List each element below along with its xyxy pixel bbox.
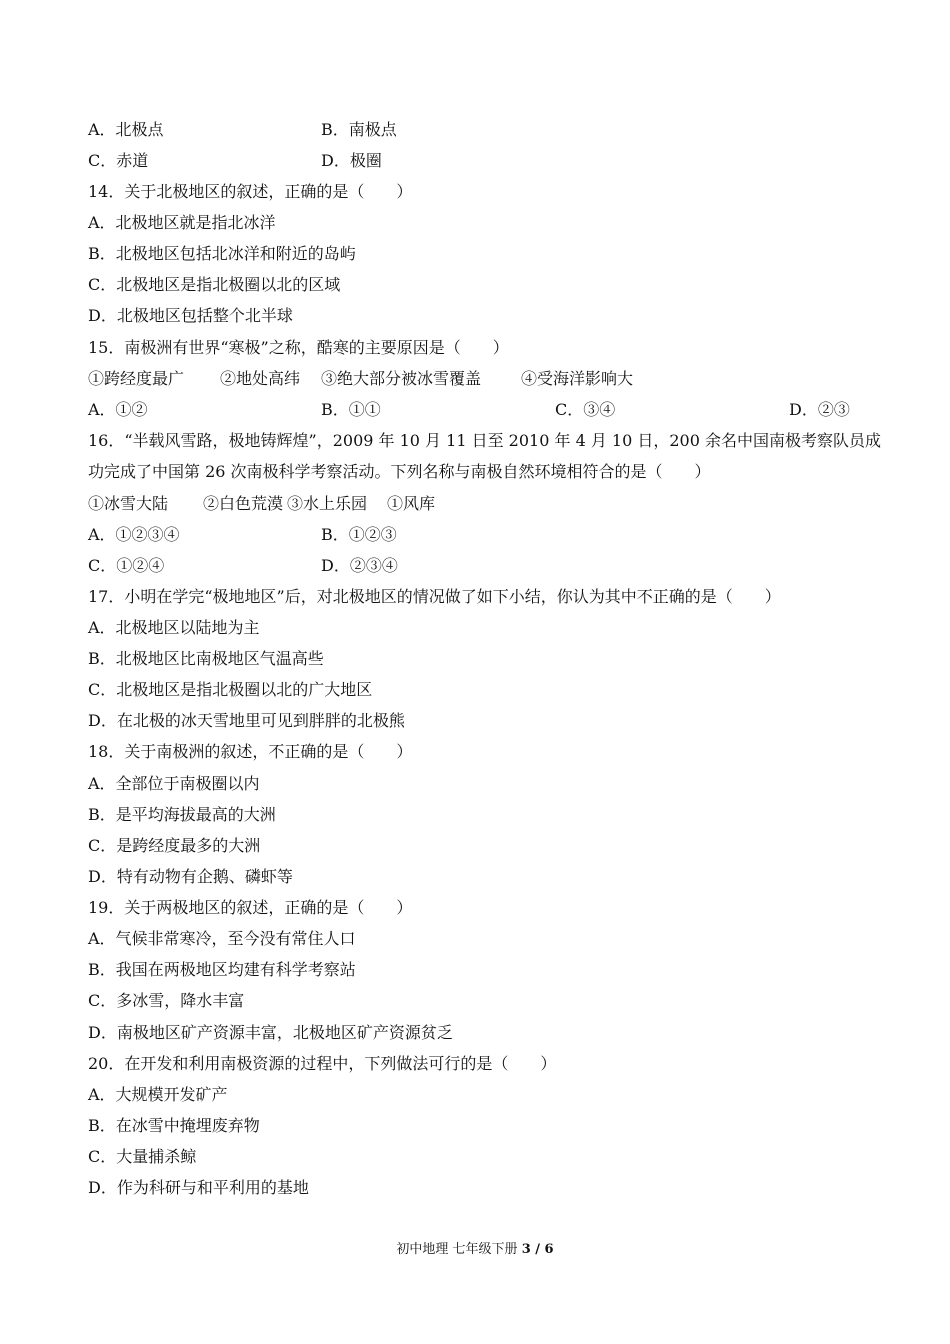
q13-option-d: D．极圈: [321, 151, 382, 170]
q16-item-4: ①风库: [387, 494, 436, 513]
q16-option-b: B．①②③: [321, 525, 397, 544]
q17-option-c: C．北极地区是指北极圈以北的广大地区: [88, 680, 373, 699]
q14-option-d: D．北极地区包括整个北半球: [88, 306, 293, 325]
q15-option-c: C．③④: [555, 400, 616, 419]
q15-item-3: ③绝大部分被冰雪覆盖: [321, 369, 482, 388]
q16-stem-line-1: 16．“半载风雪路，极地铸辉煌”，2009 年 10 月 11 日至 2010 年 4 月 10 日，200 余名中国南极考察队员成: [88, 431, 881, 450]
q18-stem: 18．关于南极洲的叙述，不正确的是（ ）: [88, 742, 413, 761]
q15-option-d: D．②③: [789, 400, 850, 419]
q19-option-c: C．多冰雪，降水丰富: [88, 991, 245, 1010]
q18-option-c: C．是跨经度最多的大洲: [88, 836, 261, 855]
q20-option-d: D．作为科研与和平利用的基地: [88, 1178, 309, 1197]
q13-option-c: C．赤道: [88, 151, 149, 170]
q13-option-a: A．北极点: [88, 120, 164, 139]
q14-option-c: C．北极地区是指北极圈以北的区域: [88, 275, 341, 294]
q15-option-a: A．①②: [88, 400, 148, 419]
q16-option-c: C．①②④: [88, 556, 165, 575]
q20-option-c: C．大量捕杀鲸: [88, 1147, 197, 1166]
q14-option-a: A．北极地区就是指北冰洋: [88, 213, 276, 232]
q14-stem: 14．关于北极地区的叙述，正确的是（ ）: [88, 182, 413, 201]
footer-page-number: 3 / 6: [521, 1242, 554, 1257]
q15-item-1: ①跨经度最广: [88, 369, 185, 388]
q19-option-a: A．气候非常寒冷，至今没有常住人口: [88, 929, 356, 948]
q14-option-b: B．北极地区包括北冰洋和附近的岛屿: [88, 244, 356, 263]
q20-stem: 20．在开发和利用南极资源的过程中，下列做法可行的是（ ）: [88, 1054, 557, 1073]
page-footer: [0, 1240, 950, 1260]
q17-option-d: D．在北极的冰天雪地里可见到胖胖的北极熊: [88, 711, 405, 730]
q17-stem: 17．小明在学完“极地地区”后，对北极地区的情况做了如下小结，你认为其中不正确的是（ ）: [88, 587, 781, 606]
q17-option-b: B．北极地区比南极地区气温高些: [88, 649, 324, 668]
q16-stem-line-2: 功完成了中国第 26 次南极科学考察活动。下列名称与南极自然环境相符合的是（ ）: [88, 462, 711, 481]
q18-option-b: B．是平均海拔最高的大洲: [88, 805, 276, 824]
q15-item-2: ②地处高纬: [220, 369, 301, 388]
q13-option-b: B．南极点: [321, 120, 397, 139]
q20-option-b: B．在冰雪中掩埋废弃物: [88, 1116, 260, 1135]
q16-item-2: ②白色荒漠: [203, 494, 284, 513]
q15-item-4: ④受海洋影响大: [521, 369, 634, 388]
footer-subject: 初中地理 七年级下册: [396, 1242, 522, 1257]
q16-item-1: ①冰雪大陆: [88, 494, 169, 513]
q17-option-a: A．北极地区以陆地为主: [88, 618, 260, 637]
q20-option-a: A．大规模开发矿产: [88, 1085, 228, 1104]
q19-option-d: D．南极地区矿产资源丰富，北极地区矿产资源贫乏: [88, 1023, 453, 1042]
q15-stem: 15．南极洲有世界“寒极”之称，酷寒的主要原因是（ ）: [88, 338, 509, 357]
q19-stem: 19．关于两极地区的叙述，正确的是（ ）: [88, 898, 413, 917]
q16-item-3: ③水上乐园: [287, 494, 368, 513]
q15-option-b: B．①①: [321, 400, 381, 419]
q16-option-d: D．②③④: [321, 556, 398, 575]
q18-option-a: A．全部位于南极圈以内: [88, 774, 260, 793]
q18-option-d: D．特有动物有企鹅、磷虾等: [88, 867, 293, 886]
q16-option-a: A．①②③④: [88, 525, 180, 544]
q19-option-b: B．我国在两极地区均建有科学考察站: [88, 960, 356, 979]
